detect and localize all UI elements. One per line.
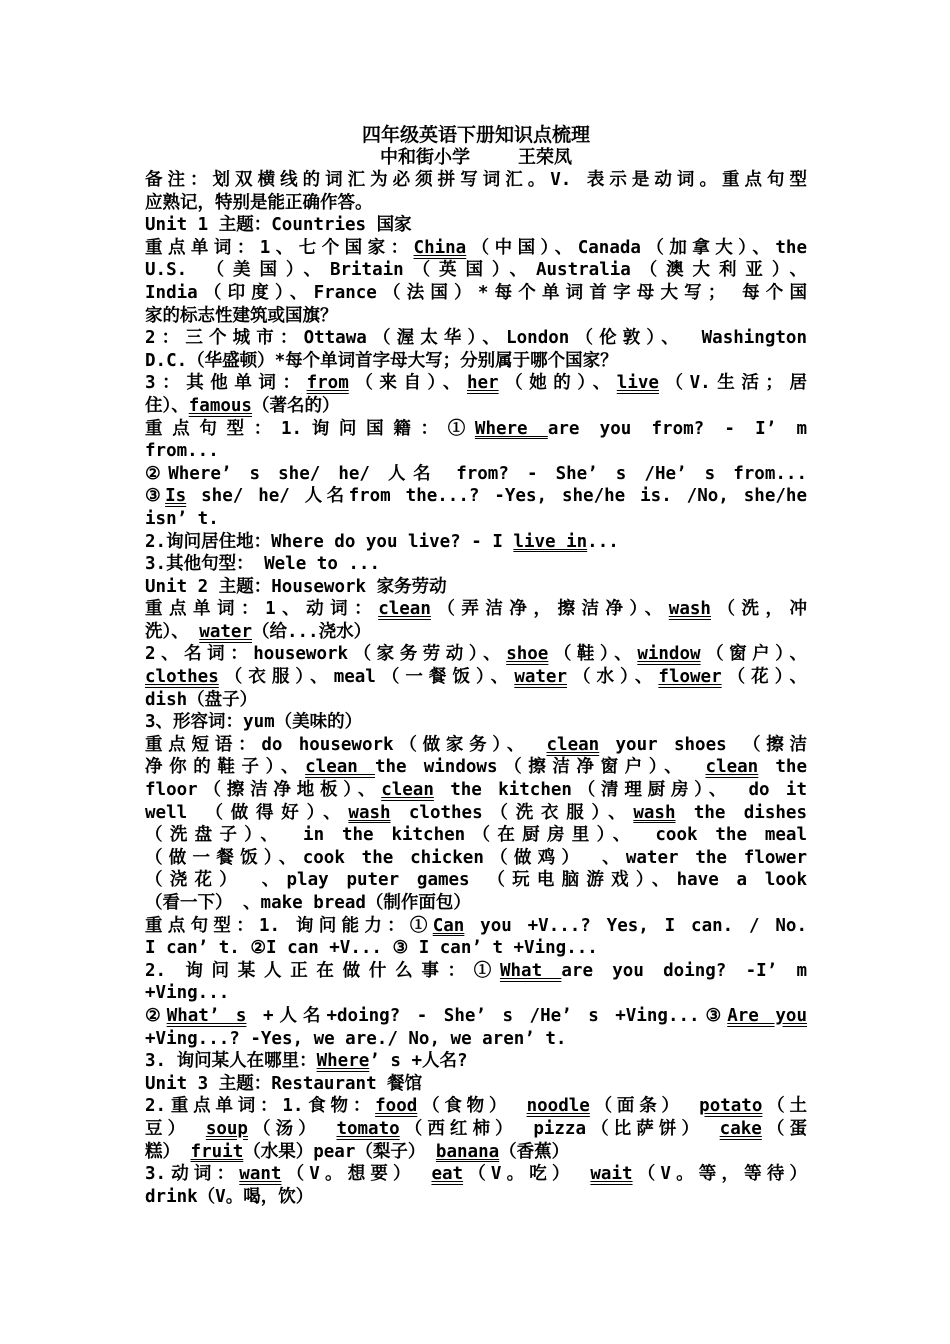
required-vocab-word: clean [705, 757, 759, 778]
text-segment: 重点句型：1. 询问能力：① [145, 915, 433, 936]
text-segment: 3.动词： [145, 1164, 240, 1185]
required-vocab-word: clean [546, 734, 600, 755]
school-name: 中和街小学 [380, 147, 470, 168]
text-segment: I can’ t. ②I can +V... ③ I can’ t +Ving... [145, 938, 598, 959]
text-segment: （花）、 [721, 667, 807, 688]
teacher-name: 王荣凤 [518, 147, 572, 168]
text-segment: well （做得好）、 [145, 802, 349, 823]
text-segment: Unit 3 主题：Restaurant 餐馆 [145, 1073, 423, 1094]
text-segment: （V。想要） [281, 1164, 432, 1185]
required-vocab-word: water [199, 621, 252, 642]
text-segment: clothes（洗衣服）、 [390, 802, 634, 823]
required-vocab-word: want [239, 1164, 282, 1185]
text-segment: 重点短语：do housework（做家务）、 [145, 734, 547, 755]
text-segment: 糕） [145, 1141, 191, 1162]
text-line [145, 508, 807, 531]
required-vocab-word: food [375, 1096, 418, 1117]
text-line [145, 734, 807, 757]
text-segment: U.S. （美国）、Britain（英国）、Australia（澳大利亚）、 [145, 260, 807, 281]
text-line [145, 892, 807, 915]
text-segment: 洗）、 [145, 621, 200, 642]
author-line [145, 147, 807, 169]
text-line [145, 847, 807, 870]
text-segment: D.C.（华盛顿）*每个单词首字母大写；分别属于哪个国家？ [145, 350, 618, 371]
required-vocab-word: cake [719, 1118, 762, 1139]
text-line [145, 259, 807, 282]
required-vocab-word: What [499, 960, 562, 981]
text-segment: 豆） [145, 1118, 206, 1139]
text-segment: drink（V。喝，饮） [145, 1186, 314, 1207]
required-vocab-word: wash [348, 802, 391, 823]
text-line [145, 214, 807, 237]
required-vocab-word: noodle [526, 1096, 590, 1117]
text-line [145, 418, 807, 441]
required-vocab-word: water [514, 667, 567, 688]
required-vocab-word: eat [431, 1164, 464, 1185]
text-line [145, 1141, 807, 1164]
required-vocab-word: from [306, 373, 349, 394]
text-segment: （洗，冲 [710, 599, 807, 620]
text-segment: the [758, 757, 807, 778]
text-line [145, 711, 807, 734]
text-line [145, 169, 807, 192]
required-vocab-word: soup [205, 1118, 248, 1139]
required-vocab-word: What’ s [166, 1005, 247, 1026]
required-vocab-word: window [637, 644, 701, 665]
text-line [145, 237, 807, 260]
text-segment: are you from? - I’ m [547, 418, 807, 439]
text-segment: 3.其他句型： Wele to ... [145, 554, 381, 575]
required-vocab-word: tomato [336, 1118, 400, 1139]
text-segment: +Ving...? -Yes, we are./ No, we aren’ t. [145, 1028, 567, 1049]
text-segment: the windows（擦洁净窗户）、 [374, 757, 706, 778]
text-line [145, 372, 807, 395]
text-line [145, 1186, 807, 1209]
text-segment: Unit 2 主题：Housework 家务劳动 [145, 576, 447, 597]
text-segment: （食物） [417, 1096, 527, 1117]
text-segment: +人名+doing? - She’ s /He’ s +Ving...③ [246, 1005, 728, 1026]
text-segment: 重点单词：1、七个国家： [145, 237, 414, 258]
text-segment: （弄洁净，擦洁净）、 [430, 599, 669, 620]
text-line [145, 802, 807, 825]
text-line [145, 440, 807, 463]
text-line [145, 395, 807, 418]
text-segment: 备注：划双横线的词汇为必须拼写词汇。V. 表示是动词。重点句型 [145, 170, 807, 190]
text-segment: 净你的鞋子）、 [145, 757, 306, 778]
text-segment: ②Where’ s she/ he/ 人名 from? - She’ s /He’ s from... [145, 463, 807, 484]
required-vocab-word: China [413, 237, 467, 258]
text-segment: （看一下） 、make bread（制作面包） [145, 893, 471, 913]
text-segment: 2、名词：housework（家务劳动）、 [145, 644, 507, 665]
required-vocab-word: wait [590, 1164, 633, 1185]
text-line [145, 350, 807, 373]
document-body [145, 169, 807, 1208]
required-vocab-word: her [466, 373, 499, 394]
document-title: 四年级英语下册知识点梳理 [361, 124, 590, 146]
text-line [145, 485, 807, 508]
text-line [145, 576, 807, 599]
text-line [145, 1095, 807, 1118]
text-line [145, 915, 807, 938]
text-segment: she/ he/ 人名from the...? -Yes, she/he is. /No, she/he [186, 486, 807, 507]
text-segment: （西红柿） pizza（比萨饼） [399, 1118, 720, 1139]
text-segment: （V.生活；居 [658, 373, 807, 394]
text-line [145, 689, 807, 712]
text-line [145, 598, 807, 621]
required-vocab-word: fruit [190, 1141, 244, 1162]
required-vocab-word: wash [668, 599, 711, 620]
required-vocab-word: famous [188, 395, 252, 416]
text-segment: 3. 询问某人在哪里： [145, 1051, 317, 1072]
text-line [145, 463, 807, 486]
text-line [145, 531, 807, 554]
text-line [145, 1118, 807, 1141]
text-line [145, 937, 807, 960]
text-line [145, 666, 807, 689]
text-segment: （土 [762, 1096, 807, 1117]
text-segment: Unit 1 主题：Countries 国家 [145, 215, 412, 236]
text-segment: （著名的） [251, 395, 340, 416]
text-segment: ③ [145, 486, 166, 507]
text-segment: dish（盘子） [145, 689, 258, 710]
required-vocab-word: flower [658, 667, 722, 688]
text-line [145, 327, 807, 350]
required-vocab-word: Is [165, 486, 187, 507]
text-segment: （V。等，等待） [632, 1164, 807, 1185]
text-line [145, 1163, 807, 1186]
required-vocab-word: clean [305, 757, 375, 778]
text-segment: 重点句型：1.询问国籍：① [145, 418, 475, 439]
text-segment: （蛋 [761, 1118, 807, 1139]
required-vocab-word: Are you [727, 1005, 807, 1026]
text-segment: （给...浇水） [251, 621, 372, 642]
text-segment: India（印度）、France（法国）*每个单词首字母大写； 每个国 [145, 282, 807, 303]
text-segment: （面条） [589, 1096, 700, 1117]
required-vocab-word: Can [432, 915, 465, 936]
text-segment: 3：其他单词： [145, 373, 307, 394]
text-segment: from... [145, 441, 219, 462]
text-segment: （浇花） 、play puter games （玩电脑游戏）、have a look [145, 870, 807, 891]
required-vocab-word: potato [699, 1096, 763, 1117]
text-segment: （V。吃） [463, 1164, 591, 1185]
text-segment: （香蕉） [499, 1141, 570, 1162]
text-segment: the kitchen（清理厨房）、 do it [433, 780, 807, 801]
text-segment: （她的）、 [498, 373, 617, 394]
text-segment: 2.重点单词：1.食物： [145, 1096, 376, 1117]
text-line [145, 1028, 807, 1051]
text-line [145, 824, 807, 847]
text-segment: 2. 询问某人正在做什么事：① [145, 960, 500, 981]
required-vocab-word: shoe [506, 644, 549, 665]
required-vocab-word: banana [435, 1141, 500, 1162]
text-line [145, 621, 807, 644]
text-line [145, 1073, 807, 1096]
text-segment: （衣服）、meal（一餐饭）、 [218, 667, 515, 688]
text-segment: （洗盘子）、 in the kitchen（在厨房里）、 cook the meal [145, 825, 807, 846]
text-segment: ... [587, 531, 619, 552]
text-segment: 2：三个城市：Ottawa（渥太华）、London（伦敦）、 Washington [145, 328, 807, 349]
required-vocab-word: Where [316, 1051, 370, 1072]
required-vocab-word: Where [474, 418, 548, 439]
text-segment: （汤） [247, 1118, 337, 1139]
text-line [145, 282, 807, 305]
text-segment: （水果）pear（梨子） [243, 1141, 436, 1162]
text-segment: 重点单词：1、动词： [145, 599, 379, 620]
required-vocab-word: live [616, 373, 659, 394]
text-segment: （中国）、Canada（加拿大）、the [466, 237, 807, 258]
text-segment: 2.询问居住地：Where do you live? - I [145, 531, 514, 552]
text-segment: （鞋）、 [548, 644, 638, 665]
text-segment: 家的标志性建筑或国旗？ [145, 305, 338, 326]
required-vocab-word: clean [381, 780, 434, 801]
document-page [145, 124, 807, 1208]
required-vocab-word: clothes [145, 667, 219, 688]
text-line [145, 779, 807, 802]
text-line [145, 305, 807, 328]
text-segment: 住）、 [145, 395, 189, 416]
text-segment: floor（擦洁净地板）、 [145, 780, 382, 801]
required-vocab-word: clean [378, 599, 431, 620]
text-segment: your shoes （擦洁 [599, 734, 807, 755]
text-line [145, 553, 807, 576]
text-segment: the dishes [675, 802, 807, 823]
text-line [145, 643, 807, 666]
text-segment: （窗户）、 [700, 644, 807, 665]
text-segment: （水）、 [567, 667, 659, 688]
text-line [145, 1005, 807, 1028]
text-segment: 3、形容词：yum（美味的） [145, 712, 363, 733]
text-segment: isn’ t. [145, 508, 219, 529]
text-segment: are you doing? -I’ m [561, 960, 807, 981]
required-vocab-word: wash [633, 802, 676, 823]
text-segment: +Ving... [145, 983, 230, 1004]
text-line [145, 960, 807, 983]
text-segment: you +V...? Yes, I can. / No. [464, 915, 807, 936]
text-line [145, 1050, 807, 1073]
text-segment: 应熟记，特别是能正确作答。 [145, 192, 373, 213]
text-line [145, 756, 807, 779]
text-segment: ② [145, 1005, 167, 1026]
text-line [145, 192, 807, 215]
text-line [145, 869, 807, 892]
text-line [145, 982, 807, 1005]
text-segment: ’ s +人名? [369, 1051, 468, 1072]
text-segment: （来自）、 [348, 373, 467, 394]
required-vocab-word: live in [513, 531, 588, 552]
text-segment: （做一餐饭）、cook the chicken（做鸡） 、water the flower [145, 847, 807, 868]
